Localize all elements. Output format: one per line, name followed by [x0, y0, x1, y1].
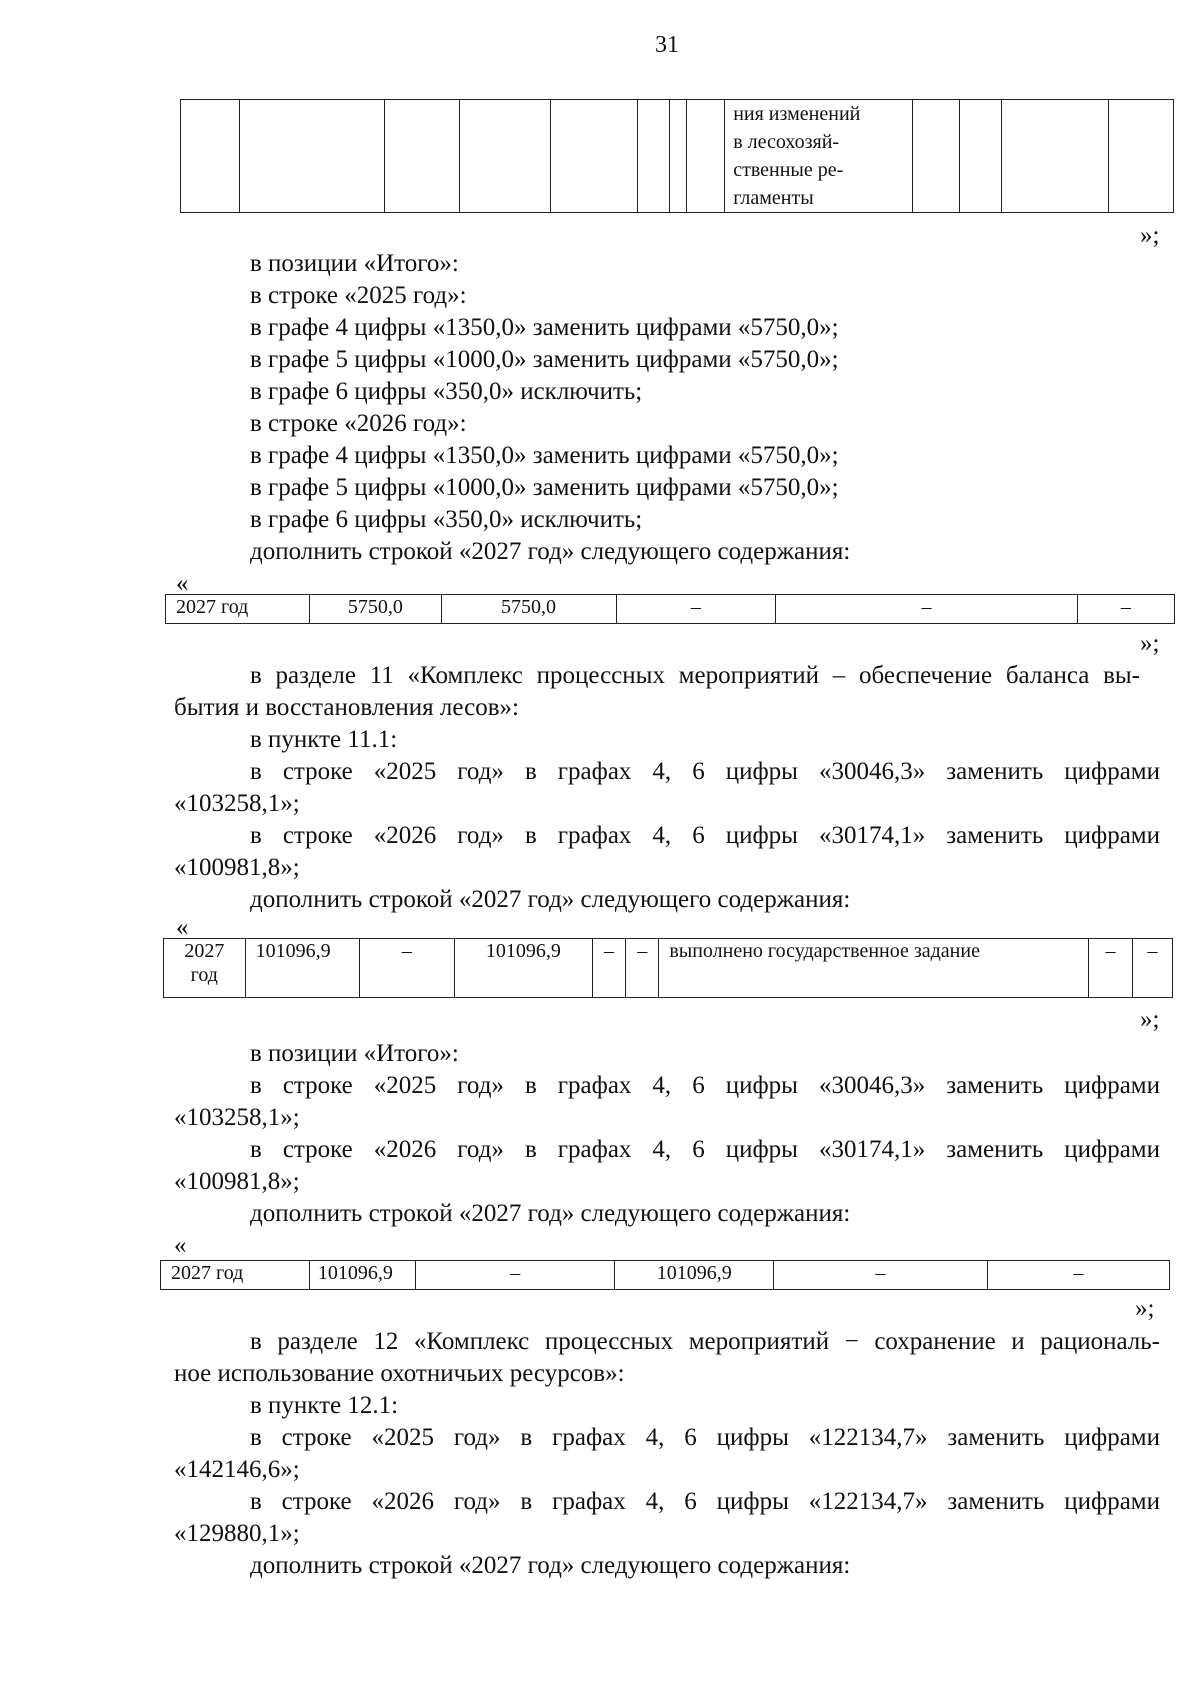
- paragraph: в строке «2026 год» в графах 4, 6 цифры «30174,1» заменить цифрами: [250, 1136, 1160, 1163]
- table-cell: 5750,0: [441, 595, 616, 624]
- table-cell: –: [616, 595, 776, 624]
- closing-quote: »;: [1140, 222, 1160, 249]
- table-cell: [1002, 100, 1109, 213]
- paragraph: в позиции «Итого»:: [250, 250, 459, 277]
- paragraph: в строке «2025 год» в графах 4, 6 цифры «30046,3» заменить цифрами: [250, 1072, 1160, 1099]
- page-number: 31: [655, 32, 679, 58]
- table-cell: –: [416, 1261, 615, 1290]
- paragraph: ное использование охотничьих ресурсов»:: [174, 1360, 625, 1387]
- opening-quote: «: [176, 914, 189, 941]
- row-table-2027-task: [163, 938, 1173, 998]
- paragraph: в позиции «Итого»:: [250, 1040, 459, 1067]
- table-cell: [687, 100, 725, 213]
- paragraph: в строке «2025 год»:: [250, 282, 467, 309]
- cell-line: ственные ре-: [733, 159, 844, 181]
- cell-line: год: [190, 964, 218, 986]
- table-cell: –: [1132, 939, 1172, 998]
- table-cell: 5750,0: [310, 595, 441, 624]
- table-cell: [669, 100, 686, 213]
- table-cell: выполнено государственное задание: [659, 939, 1089, 998]
- opening-quote: «: [174, 1232, 187, 1259]
- table-cell: 101096,9: [615, 1261, 774, 1290]
- top-table: [180, 99, 1174, 213]
- paragraph: дополнить строкой «2027 год» следующего содержания:: [250, 886, 851, 913]
- table-cell: –: [1077, 595, 1174, 624]
- paragraph: в разделе 12 «Комплекс процессных мероприятий − сохранение и рациональ-: [250, 1328, 1160, 1355]
- table-cell-text: [725, 100, 913, 213]
- table-cell: [550, 100, 637, 213]
- table-cell: 101096,9: [309, 1261, 416, 1290]
- table-cell-year: [164, 939, 246, 998]
- paragraph: «100981,8»;: [174, 854, 300, 881]
- table-cell: [637, 100, 669, 213]
- row-table-2027-total: [160, 1260, 1170, 1290]
- paragraph: в пункте 11.1:: [250, 726, 398, 753]
- cell-line: гламенты: [733, 187, 814, 209]
- paragraph: «103258,1»;: [174, 1104, 300, 1131]
- table-cell: [460, 100, 550, 213]
- paragraph: дополнить строкой «2027 год» следующего содержания:: [250, 1200, 851, 1227]
- paragraph: в строке «2026 год»:: [250, 410, 467, 437]
- paragraph: в строке «2025 год» в графах 4, 6 цифры «122134,7» заменить цифрами: [250, 1424, 1160, 1451]
- paragraph: в графе 6 цифры «350,0» исключить;: [250, 378, 643, 405]
- cell-line: в лесохозяй-: [733, 131, 840, 153]
- row-table-2027: [165, 594, 1175, 624]
- paragraph: в строке «2025 год» в графах 4, 6 цифры «30046,3» заменить цифрами: [250, 758, 1160, 785]
- table-cell: 2027 год: [166, 595, 310, 624]
- paragraph: в графе 6 цифры «350,0» исключить;: [250, 506, 643, 533]
- paragraph: «100981,8»;: [174, 1168, 300, 1195]
- closing-quote: »;: [1140, 1006, 1160, 1033]
- table-cell: [239, 100, 385, 213]
- paragraph: дополнить строкой «2027 год» следующего содержания:: [250, 1552, 851, 1579]
- table-cell: –: [626, 939, 659, 998]
- table-cell: 101096,9: [245, 939, 359, 998]
- table-cell: –: [592, 939, 625, 998]
- paragraph: в графе 5 цифры «1000,0» заменить цифрами «5750,0»;: [250, 346, 839, 373]
- table-cell: [960, 100, 1002, 213]
- table-cell: –: [359, 939, 454, 998]
- table-cell: [181, 100, 240, 213]
- paragraph: в строке «2026 год» в графах 4, 6 цифры «122134,7» заменить цифрами: [250, 1488, 1160, 1515]
- closing-quote: »;: [1135, 1295, 1155, 1322]
- paragraph: в графе 5 цифры «1000,0» заменить цифрами «5750,0»;: [250, 474, 839, 501]
- paragraph: в графе 4 цифры «1350,0» заменить цифрами «5750,0»;: [250, 442, 839, 469]
- paragraph: бытия и восстановления лесов»:: [174, 694, 519, 721]
- table-cell: 101096,9: [454, 939, 592, 998]
- opening-quote: «: [176, 570, 189, 597]
- paragraph: в разделе 11 «Комплекс процессных мероприятий – обеспечение баланса вы-: [250, 662, 1140, 689]
- paragraph: дополнить строкой «2027 год» следующего содержания:: [250, 538, 851, 565]
- table-cell: –: [1089, 939, 1133, 998]
- table-cell: –: [774, 1261, 988, 1290]
- paragraph: «129880,1»;: [174, 1520, 300, 1547]
- paragraph: «103258,1»;: [174, 790, 300, 817]
- table-cell: [385, 100, 460, 213]
- cell-line: ния изменений: [733, 103, 861, 125]
- paragraph: в графе 4 цифры «1350,0» заменить цифрами «5750,0»;: [250, 314, 839, 341]
- table-cell: [913, 100, 960, 213]
- paragraph: «142146,6»;: [174, 1456, 300, 1483]
- table-cell: –: [776, 595, 1077, 624]
- cell-line: 2027: [184, 940, 225, 962]
- closing-quote: »;: [1140, 630, 1160, 657]
- paragraph: в пункте 12.1:: [250, 1392, 399, 1419]
- table-cell: –: [987, 1261, 1169, 1290]
- table-cell: 2027 год: [161, 1261, 310, 1290]
- paragraph: в строке «2026 год» в графах 4, 6 цифры «30174,1» заменить цифрами: [250, 822, 1160, 849]
- table-cell: [1109, 100, 1174, 213]
